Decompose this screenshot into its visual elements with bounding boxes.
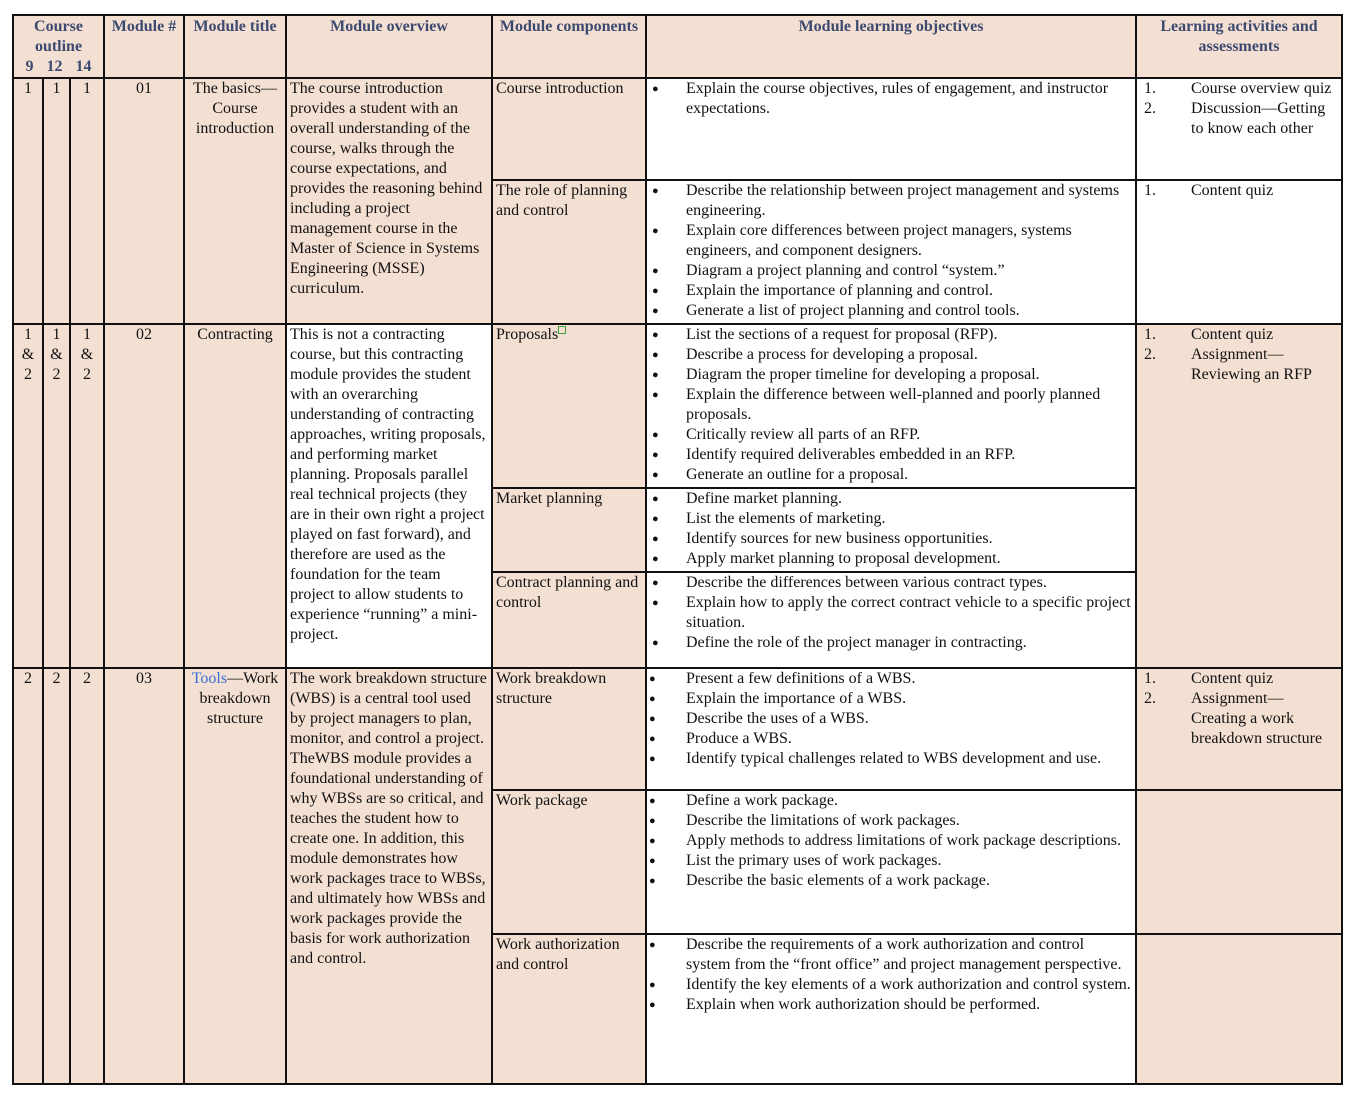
objective-item: ● Describe the relationship between project management and systems engineering. — [650, 181, 1132, 221]
objective-item: ● Produce a WBS. — [650, 729, 1132, 749]
comment-marker-icon — [558, 326, 566, 334]
tools-link[interactable]: Tools — [191, 670, 228, 687]
m2-component-3: Contract planning and control — [492, 572, 646, 668]
course-outline-document — [12, 14, 1343, 1085]
outline-weeks — [17, 57, 100, 77]
m3-module-title — [184, 668, 286, 1084]
m1-component-1: Course introduction — [492, 78, 646, 180]
activity-item: 1. Content quiz — [1144, 326, 1274, 343]
m3-module-overview: The work breakdown structure (WBS) is a central tool used by project managers to plan, monitor, and control a project. TheWBS module provides a foundational understanding of why WBSs are so critical, and teaches the student how to create one. In addition, this module demonstrates how work packages trace to WBSs, and ultimately how WBSs and work packages provide the basis for work authorization and control. — [286, 668, 492, 1084]
objective-item: ● Identify sources for new business opportunities. — [650, 529, 1132, 549]
m1-week-12: 1 — [43, 78, 70, 324]
objective-item: ● Describe the differences between various contract types. — [650, 573, 1132, 593]
m2-component-3-objectives — [646, 572, 1136, 668]
header-activities: Learning activities and assessments — [1136, 15, 1342, 78]
objective-item: ● Identify typical challenges related to WBS development and use. — [650, 749, 1132, 769]
m1-component-2-objectives — [646, 180, 1136, 324]
header-course-outline — [13, 15, 104, 78]
activity-item: 2. Assignment—Creating a work breakdown structure — [1144, 690, 1323, 747]
objective-item: ● Explain the importance of a WBS. — [650, 689, 1132, 709]
m1-week-14: 1 — [70, 78, 104, 324]
objective-item: ● Describe the uses of a WBS. — [650, 709, 1132, 729]
course-outline-table — [12, 14, 1343, 1085]
header-objectives: Module learning objectives — [646, 15, 1136, 78]
m1-week-9: 1 — [13, 78, 43, 324]
objective-item: ● Explain the difference between well-planned and poorly planned proposals. — [650, 385, 1132, 425]
m2-module-number: 02 — [104, 324, 184, 668]
m2-week-12: 1 & 2 — [43, 324, 70, 668]
header-module-components: Module components — [492, 15, 646, 78]
m2-component-1-label: Proposals — [496, 326, 559, 343]
header-row — [13, 15, 1342, 78]
objective-item: ● Explain the course objectives, rules of engagement, and instructor expectations. — [650, 79, 1132, 119]
objective-item: ● Define market planning. — [650, 489, 1132, 509]
m3-week-12: 2 — [43, 668, 70, 1084]
m3-title-rest: —Work breakdown structure — [199, 670, 279, 727]
activity-item: 2. Assignment—Reviewing an RFP — [1144, 346, 1312, 383]
table-row — [13, 78, 1342, 180]
m2-component-1 — [492, 324, 646, 488]
week-12-label: 12 — [46, 58, 63, 75]
objective-item: ● Diagram a project planning and control “system.” — [650, 261, 1132, 281]
objective-item: ● Explain the importance of planning and control. — [650, 281, 1132, 301]
objective-item: ● Apply market planning to proposal development. — [650, 549, 1132, 569]
m2-module-overview: This is not a contracting course, but this contracting module provides the student with an overarching understanding of contracting approaches, writing proposals, and performing market planning. Proposals parallel real technical projects (they are in their own right a project played on fast forward), and therefore are used as the foundation for the team project to allow students to experience “running” a mini-project. — [286, 324, 492, 668]
activity-item: 1. Content quiz — [1144, 182, 1274, 199]
activity-item: 1. Content quiz — [1144, 670, 1274, 687]
m2-week-14: 1 & 2 — [70, 324, 104, 668]
objective-item: ● Describe the basic elements of a work package. — [650, 871, 1132, 891]
m3-component-1-activities — [1136, 668, 1342, 790]
objective-item: ● Diagram the proper timeline for developing a proposal. — [650, 365, 1132, 385]
activity-item: 2. Discussion—Getting to know each other — [1144, 100, 1326, 137]
table-row — [13, 324, 1342, 488]
m3-component-2-objectives — [646, 790, 1136, 934]
objective-item: ● Present a few definitions of a WBS. — [650, 669, 1132, 689]
objective-item: ● Identify the key elements of a work authorization and control system. — [650, 975, 1132, 995]
objective-item: ● Apply methods to address limitations of work package descriptions. — [650, 831, 1132, 851]
objective-item: ● Critically review all parts of an RFP. — [650, 425, 1132, 445]
m2-component-2-objectives — [646, 488, 1136, 572]
m1-module-title: The basics—Course introduction — [184, 78, 286, 324]
m1-module-number: 01 — [104, 78, 184, 324]
m3-module-number: 03 — [104, 668, 184, 1084]
objective-item: ● Describe the limitations of work packages. — [650, 811, 1132, 831]
header-module-title: Module title — [184, 15, 286, 78]
activity-item: 1. Course overview quiz — [1144, 80, 1332, 97]
objective-item: ● Generate an outline for a proposal. — [650, 465, 1132, 485]
m3-component-3-activities — [1136, 934, 1342, 1084]
m3-component-1: Work breakdown structure — [492, 668, 646, 790]
m3-component-3-objectives — [646, 934, 1136, 1084]
m2-activities — [1136, 324, 1342, 668]
header-module-overview: Module overview — [286, 15, 492, 78]
m3-week-9: 2 — [13, 668, 43, 1084]
objective-item: ● Define the role of the project manager in contracting. — [650, 633, 1132, 653]
m2-component-1-objectives — [646, 324, 1136, 488]
m1-component-1-objectives — [646, 78, 1136, 180]
header-module-number: Module # — [104, 15, 184, 78]
objective-item: ● Explain when work authorization should be performed. — [650, 995, 1132, 1015]
m1-component-2: The role of planning and control — [492, 180, 646, 324]
week-9-label: 9 — [25, 58, 34, 75]
objective-item: ● Describe the requirements of a work authorization and control system from the “front office” and project management perspective. — [650, 935, 1132, 975]
objective-item: ● Describe a process for developing a proposal. — [650, 345, 1132, 365]
m3-component-2-activities — [1136, 790, 1342, 934]
m3-week-14: 2 — [70, 668, 104, 1084]
objective-item: ● List the elements of marketing. — [650, 509, 1132, 529]
m3-component-2: Work package — [492, 790, 646, 934]
m1-component-1-activities — [1136, 78, 1342, 180]
objective-item: ● List the sections of a request for proposal (RFP). — [650, 325, 1132, 345]
table-row — [13, 668, 1342, 790]
objective-item: ● Explain core differences between project managers, systems engineers, and component designers. — [650, 221, 1132, 261]
week-14-label: 14 — [75, 58, 92, 75]
m1-module-overview: The course introduction provides a student with an overall understanding of the course, walks through the course expectations, and provides the reasoning behind including a project management course in the Master of Science in Systems Engineering (MSSE) curriculum. — [286, 78, 492, 324]
objective-item: ● Identify required deliverables embedded in an RFP. — [650, 445, 1132, 465]
objective-item: ● Define a work package. — [650, 791, 1132, 811]
objective-item: ● Generate a list of project planning and control tools. — [650, 301, 1132, 321]
m2-week-9: 1 & 2 — [13, 324, 43, 668]
m1-component-2-activities — [1136, 180, 1342, 324]
objective-item: ● Explain how to apply the correct contract vehicle to a specific project situation. — [650, 593, 1132, 633]
m2-component-2: Market planning — [492, 488, 646, 572]
objective-item: ● List the primary uses of work packages. — [650, 851, 1132, 871]
m3-component-3: Work authorization and control — [492, 934, 646, 1084]
header-course-outline-label: Course outline — [34, 18, 83, 55]
m3-component-1-objectives — [646, 668, 1136, 790]
m2-module-title: Contracting — [184, 324, 286, 668]
